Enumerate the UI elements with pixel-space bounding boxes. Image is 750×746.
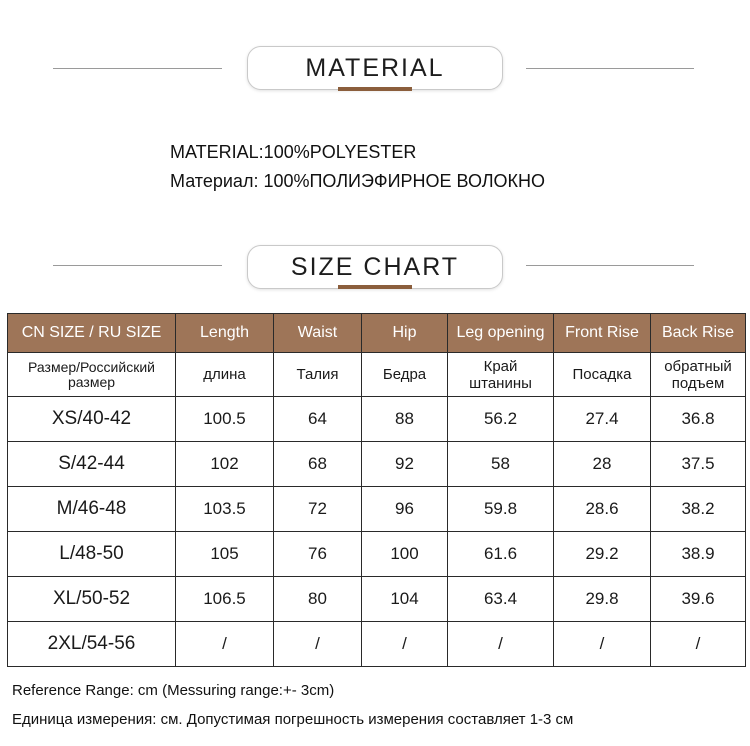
header-cell: Waist	[274, 314, 362, 353]
table-cell: 29.2	[554, 532, 651, 577]
table-row	[8, 442, 746, 487]
divider-left	[53, 68, 222, 69]
table-cell: 58	[448, 442, 554, 487]
divider-left	[53, 265, 222, 266]
ru-header-cell: Бедра	[362, 353, 448, 397]
table-cell: 61.6	[448, 532, 554, 577]
table-cell: 72	[274, 487, 362, 532]
table-cell: 64	[274, 397, 362, 442]
ru-header-cell: Размер/Российский размер	[8, 353, 176, 397]
reference-range-ru: Единица измерения: см. Допустимая погрешность измерения составляет 1-3 см	[12, 711, 574, 728]
table-cell: 37.5	[651, 442, 746, 487]
table-cell: 104	[362, 577, 448, 622]
table-cell: /	[274, 622, 362, 667]
ru-header-cell: обратный подъем	[651, 353, 746, 397]
ru-header-cell: длина	[176, 353, 274, 397]
table-cell: 88	[362, 397, 448, 442]
table-row	[8, 397, 746, 442]
table-cell: 80	[274, 577, 362, 622]
table-cell: 100.5	[176, 397, 274, 442]
table-cell: 96	[362, 487, 448, 532]
table-header-row	[8, 314, 746, 353]
material-line-ru: Материал: 100%ПОЛИЭФИРНОЕ ВОЛОКНО	[170, 171, 546, 191]
table-cell: 27.4	[554, 397, 651, 442]
header-cell: Hip	[362, 314, 448, 353]
table-cell: 36.8	[651, 397, 746, 442]
table-cell: /	[554, 622, 651, 667]
divider-right	[526, 265, 694, 266]
table-cell: 100	[362, 532, 448, 577]
table-cell: 29.8	[554, 577, 651, 622]
table-cell: 92	[362, 442, 448, 487]
table-cell: 105	[176, 532, 274, 577]
material-line-en: MATERIAL:100%POLYESTER	[170, 142, 417, 162]
size-cell: XS/40-42	[8, 397, 176, 442]
table-row	[8, 577, 746, 622]
table-cell: 38.9	[651, 532, 746, 577]
ru-header-row	[8, 353, 746, 397]
table-cell: 39.6	[651, 577, 746, 622]
size-cell: L/48-50	[8, 532, 176, 577]
size-cell: M/46-48	[8, 487, 176, 532]
table-cell: 56.2	[448, 397, 554, 442]
size-cell: 2XL/54-56	[8, 622, 176, 667]
size-chart-table	[7, 313, 746, 667]
size-cell: S/42-44	[8, 442, 176, 487]
table-cell: 76	[274, 532, 362, 577]
table-cell: 28.6	[554, 487, 651, 532]
size-cell: XL/50-52	[8, 577, 176, 622]
header-cell: Leg opening	[448, 314, 554, 353]
table-row	[8, 622, 746, 667]
size-chart-heading-text: SIZE CHART	[290, 252, 460, 281]
ru-header-cell: Край штанины	[448, 353, 554, 397]
table-cell: 68	[274, 442, 362, 487]
size-chart-heading	[247, 245, 503, 289]
ru-header-cell: Талия	[274, 353, 362, 397]
table-cell: /	[176, 622, 274, 667]
table-cell: 38.2	[651, 487, 746, 532]
table-cell: 28	[554, 442, 651, 487]
header-cell: Front Rise	[554, 314, 651, 353]
table-cell: /	[362, 622, 448, 667]
heading-accent-bar	[338, 87, 412, 91]
table-cell: /	[651, 622, 746, 667]
ru-header-cell: Посадка	[554, 353, 651, 397]
reference-range-en: Reference Range: cm (Messuring range:+- 3cm)	[12, 682, 335, 699]
table-cell: 102	[176, 442, 274, 487]
header-cell: CN SIZE / RU SIZE	[8, 314, 176, 353]
header-cell: Back Rise	[651, 314, 746, 353]
table-cell: 63.4	[448, 577, 554, 622]
divider-right	[526, 68, 694, 69]
table-row	[8, 487, 746, 532]
table-cell: 59.8	[448, 487, 554, 532]
heading-accent-bar	[338, 285, 412, 289]
table-cell: 103.5	[176, 487, 274, 532]
table-cell: /	[448, 622, 554, 667]
header-cell: Length	[176, 314, 274, 353]
table-row	[8, 532, 746, 577]
table-cell: 106.5	[176, 577, 274, 622]
material-heading-text: MATERIAL	[305, 53, 445, 82]
material-heading	[247, 46, 503, 90]
